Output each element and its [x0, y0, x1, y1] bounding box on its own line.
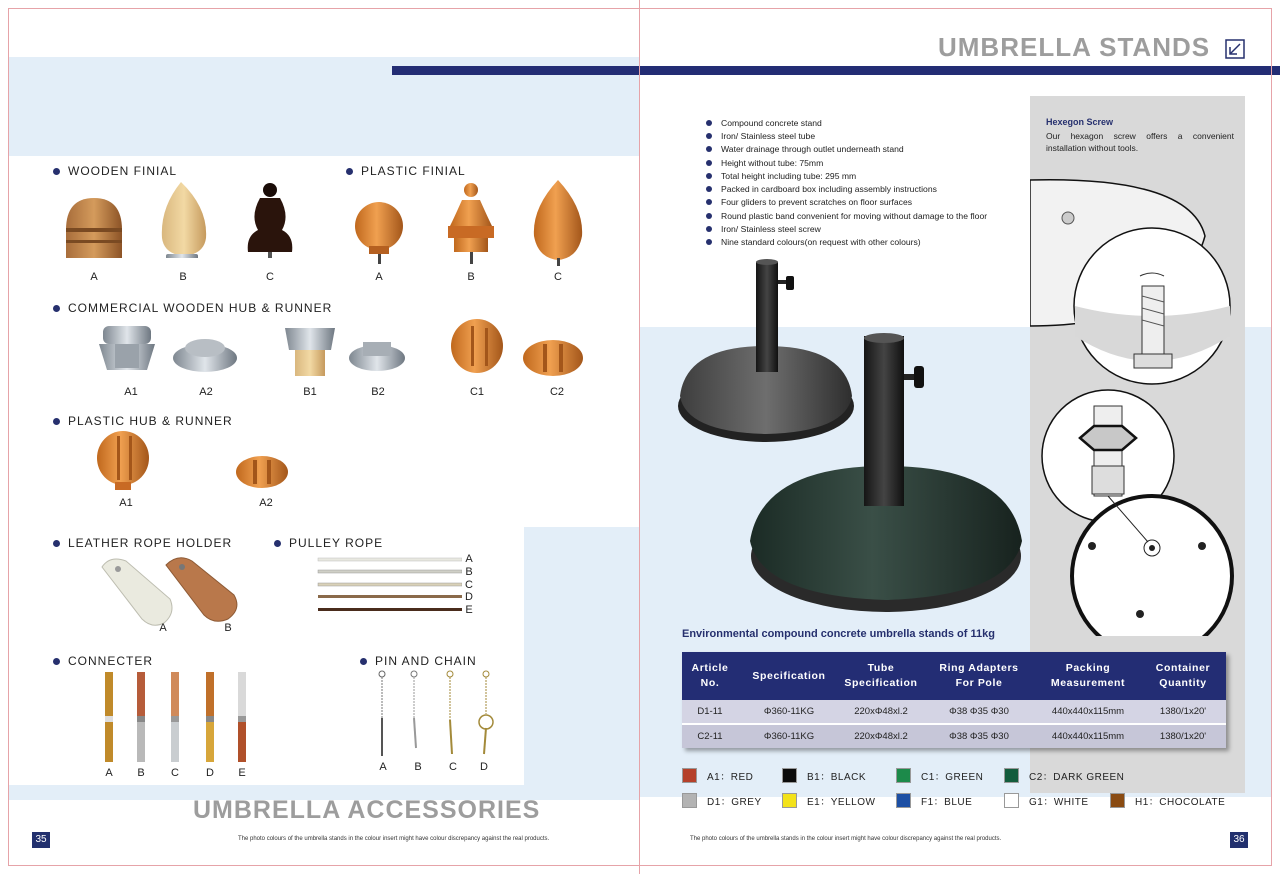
feature-item: Four gliders to prevent scratches on floor surfaces — [706, 196, 987, 209]
plastic-hub-a1 — [97, 431, 149, 490]
bullet-icon — [53, 540, 60, 547]
connecter-label-a: A — [105, 767, 113, 779]
plastic-finial-c — [534, 180, 582, 266]
col-packing: Packing Measurement — [1036, 652, 1140, 700]
plastic-hub-label-a2: A2 — [259, 497, 273, 509]
connecter-title: CONNECTER — [53, 654, 153, 668]
pulley-label-d: D — [465, 591, 473, 603]
plastic-hub-a2 — [236, 456, 288, 488]
plastic-finial-label-b: B — [467, 271, 475, 283]
leather-label-a: A — [159, 622, 167, 634]
wooden-finial-images — [60, 178, 310, 258]
plastic-finial-images — [350, 178, 600, 268]
connecter-label-b: B — [137, 767, 145, 779]
pin-label-a: A — [379, 761, 387, 773]
pulley-rope-images — [316, 555, 462, 615]
bullet-icon — [346, 168, 353, 175]
cell-packing: 440x440x115mm — [1036, 724, 1140, 748]
table-row — [682, 724, 1226, 748]
colour-swatch-a1: A1：RED — [682, 768, 753, 783]
connecter-label-c: C — [171, 767, 179, 779]
swatch-chip — [896, 768, 911, 783]
col-container: Container Quantity — [1140, 652, 1226, 700]
leather-rope-images — [96, 553, 246, 629]
plastic-finial-title: PLASTIC FINIAL — [346, 164, 466, 178]
pin-d — [479, 671, 493, 754]
left-right-band — [524, 527, 639, 800]
colour-swatch-b1: B1：BLACK — [782, 768, 866, 783]
col-specification: Specification — [738, 652, 840, 700]
connecter-images — [100, 672, 250, 764]
page-number-right: 36 — [1230, 832, 1248, 848]
swatch-chip — [1004, 793, 1019, 808]
col-article: Article No. — [682, 652, 738, 700]
rope-b — [318, 570, 462, 573]
colour-swatch-c2: C2：DARK GREEN — [1004, 768, 1124, 783]
disclaimer-left: The photo colours of the umbrella stands in the colour insert might have colour discrepancy against the real products. — [238, 836, 550, 842]
plastic-finial-label-a: A — [375, 271, 383, 283]
cell-article: C2-11 — [682, 724, 738, 748]
col-ring-adapters: Ring Adapters For Pole — [922, 652, 1036, 700]
feature-item: Iron/ Stainless steel tube — [706, 129, 987, 142]
commercial-hub-title: COMMERCIAL WOODEN HUB & RUNNER — [53, 301, 332, 315]
connecter-e — [238, 672, 246, 762]
wooden-finial-title: WOODEN FINIAL — [53, 164, 177, 178]
plastic-hub-label-a1: A1 — [119, 497, 133, 509]
feature-item: Nine standard colours(on request with other colours) — [706, 236, 987, 249]
hub-b2 — [349, 342, 405, 371]
connecter-a — [105, 672, 113, 762]
hexagon-description: Our hexagon screw offers a convenient installation without tools. — [1046, 131, 1234, 153]
cell-article: D1-11 — [682, 700, 738, 724]
umbrella-stand-image — [676, 256, 1026, 616]
spec-table — [682, 652, 1226, 748]
hub-label-c1: C1 — [469, 386, 485, 398]
hub-b1 — [285, 328, 335, 376]
hub-a2 — [173, 339, 237, 372]
bullet-icon — [274, 540, 281, 547]
rope-a — [318, 558, 462, 561]
wooden-finial-a — [66, 198, 122, 258]
connecter-d — [206, 672, 214, 762]
connecter-label-e: E — [238, 767, 246, 779]
bullet-icon — [53, 305, 60, 312]
trim-line — [1271, 8, 1272, 866]
plastic-hub-images — [95, 430, 295, 492]
pulley-label-b: B — [465, 566, 473, 578]
stand-bottom-circle — [1072, 496, 1232, 636]
header-bar — [392, 66, 1280, 75]
hexagon-screw-diagram — [1030, 176, 1245, 636]
cell-packing: 440x440x115mm — [1036, 700, 1140, 724]
wooden-finial-label-c: C — [266, 271, 274, 283]
stands-title: UMBRELLA STANDS — [938, 32, 1211, 62]
rope-c — [318, 583, 462, 586]
pin-label-b: B — [414, 761, 422, 773]
colour-swatch-c1: C1：GREEN — [896, 768, 983, 783]
wooden-finial-label-a: A — [90, 271, 98, 283]
connecter-label-d: D — [206, 767, 214, 779]
pulley-label-e: E — [465, 604, 473, 616]
hexagon-title: Hexegon Screw — [1046, 117, 1114, 127]
col-tube-spec: Tube Specification — [840, 652, 922, 700]
page-number-left: 35 — [32, 832, 50, 848]
pin-chain-title: PIN AND CHAIN — [360, 654, 477, 668]
pin-chain-images — [370, 668, 500, 758]
pin-label-d: D — [480, 761, 488, 773]
pulley-label-a: A — [465, 553, 473, 565]
cell-container: 1380/1x20' — [1140, 700, 1226, 724]
colour-swatch-e1: E1：YELLOW — [782, 793, 875, 808]
plastic-hub-title: PLASTIC HUB & RUNNER — [53, 414, 233, 428]
cell-spec: Φ360-11KG — [738, 700, 840, 724]
swatch-chip — [782, 768, 797, 783]
cell-container: 1380/1x20' — [1140, 724, 1226, 748]
hub-c1 — [451, 319, 503, 373]
feature-item: Packed in cardboard box including assembly instructions — [706, 182, 987, 195]
feature-item: Iron/ Stainless steel screw — [706, 222, 987, 235]
rope-e — [318, 608, 462, 611]
pulley-label-c: C — [465, 579, 473, 591]
bullet-icon — [53, 658, 60, 665]
bullet-icon — [53, 168, 60, 175]
rope-d — [318, 595, 462, 598]
feature-item: Height without tube: 75mm — [706, 156, 987, 169]
pin-a — [379, 671, 385, 756]
leather-label-b: B — [224, 622, 232, 634]
arrow-box-icon — [1225, 39, 1245, 59]
accessories-title: UMBRELLA ACCESSORIES — [193, 796, 541, 824]
cell-ring: Φ38 Φ35 Φ30 — [922, 700, 1036, 724]
pin-c — [447, 671, 453, 754]
feature-item: Water drainage through outlet underneath stand — [706, 143, 987, 156]
grey-stand — [678, 259, 854, 442]
connecter-c — [171, 672, 179, 762]
feature-list — [706, 116, 987, 249]
wooden-finial-label-b: B — [179, 271, 187, 283]
swatch-chip — [896, 793, 911, 808]
disclaimer-right: The photo colours of the umbrella stands in the colour insert might have colour discrepancy against the real products. — [690, 836, 1002, 842]
trim-line — [8, 865, 1272, 866]
swatch-chip — [1110, 793, 1125, 808]
colour-swatch-f1: F1：BLUE — [896, 793, 972, 808]
pulley-rope-title: PULLEY ROPE — [274, 536, 383, 550]
feature-item: Compound concrete stand — [706, 116, 987, 129]
trim-line — [8, 8, 9, 866]
leather-holder-a — [102, 559, 172, 625]
table-title: Environmental compound concrete umbrella stands of 11kg — [682, 628, 995, 640]
page-spine — [639, 0, 640, 874]
table-header-row — [682, 652, 1226, 700]
feature-item: Total height including tube: 295 mm — [706, 169, 987, 182]
pin-b — [411, 671, 417, 748]
swatch-chip — [682, 793, 697, 808]
colour-swatch-d1: D1：GREY — [682, 793, 762, 808]
connecter-b — [137, 672, 145, 762]
trim-line — [8, 8, 1272, 9]
table-row — [682, 700, 1226, 724]
hub-label-b1: B1 — [303, 386, 317, 398]
plastic-finial-a — [355, 202, 403, 264]
leather-holder-b — [166, 558, 237, 621]
plastic-finial-b — [448, 183, 494, 264]
colour-swatch-g1: G1：WHITE — [1004, 793, 1089, 808]
plastic-finial-label-c: C — [554, 271, 562, 283]
cell-tube: 220xΦ48xl.2 — [840, 700, 922, 724]
hub-c2 — [523, 340, 583, 376]
colour-swatch-h1: H1：CHOCOLATE — [1110, 793, 1225, 808]
swatch-chip — [782, 793, 797, 808]
wooden-finial-c — [248, 183, 293, 258]
hub-label-a1: A1 — [124, 386, 138, 398]
bullet-icon — [53, 418, 60, 425]
cell-ring: Φ38 Φ35 Φ30 — [922, 724, 1036, 748]
hub-label-b2: B2 — [371, 386, 385, 398]
bullet-icon — [360, 658, 367, 665]
feature-item: Round plastic band convenient for moving without damage to the floor — [706, 209, 987, 222]
hub-a1 — [99, 326, 155, 370]
commercial-hub-images — [95, 318, 595, 378]
pin-label-c: C — [449, 761, 457, 773]
hub-label-a2: A2 — [199, 386, 213, 398]
cell-spec: Φ360-11KG — [738, 724, 840, 748]
swatch-chip — [682, 768, 697, 783]
cell-tube: 220xΦ48xl.2 — [840, 724, 922, 748]
swatch-chip — [1004, 768, 1019, 783]
leather-rope-title: LEATHER ROPE HOLDER — [53, 536, 232, 550]
hub-label-c2: C2 — [549, 386, 565, 398]
wooden-finial-b — [162, 182, 206, 258]
